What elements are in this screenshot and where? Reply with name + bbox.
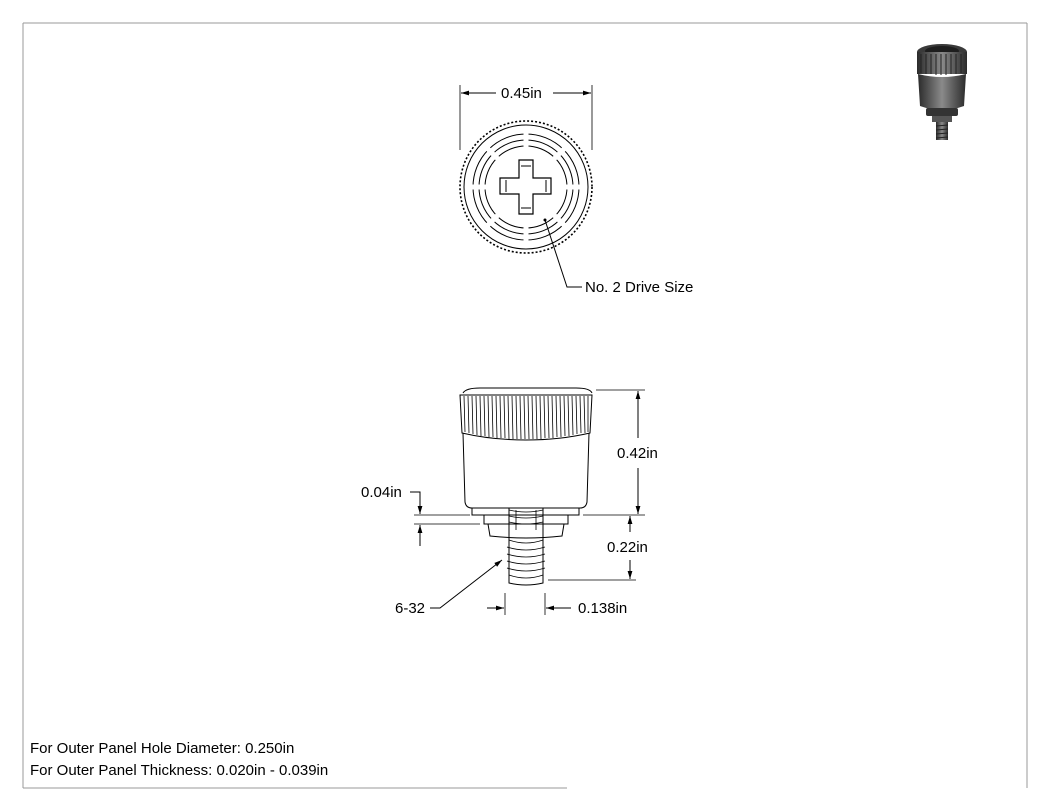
flange	[472, 508, 579, 515]
cap-body	[463, 433, 589, 508]
thread-diameter-dimension: 0.138in	[578, 600, 628, 617]
isometric-thumbnail	[912, 40, 972, 150]
side-view	[410, 388, 645, 615]
panel-notes	[30, 738, 328, 782]
thread-size-callout: 6-32	[395, 600, 426, 617]
flange-thickness-dimension: 0.04in	[361, 484, 402, 501]
hole-diameter-note: For Outer Panel Hole Diameter: 0.250in	[30, 740, 295, 757]
top-view	[460, 85, 592, 287]
overall-height-dimension: 0.42in	[617, 445, 658, 462]
thread	[507, 508, 545, 585]
panel-thickness-note: For Outer Panel Thickness: 0.020in - 0.039in	[30, 762, 329, 779]
phillips-drive-recess	[500, 160, 551, 214]
drive-size-callout: No. 2 Drive Size	[585, 279, 694, 296]
thread-length-dimension: 0.22in	[607, 539, 648, 556]
top-width-dimension: 0.45in	[501, 85, 542, 102]
knurled-band	[460, 395, 592, 440]
